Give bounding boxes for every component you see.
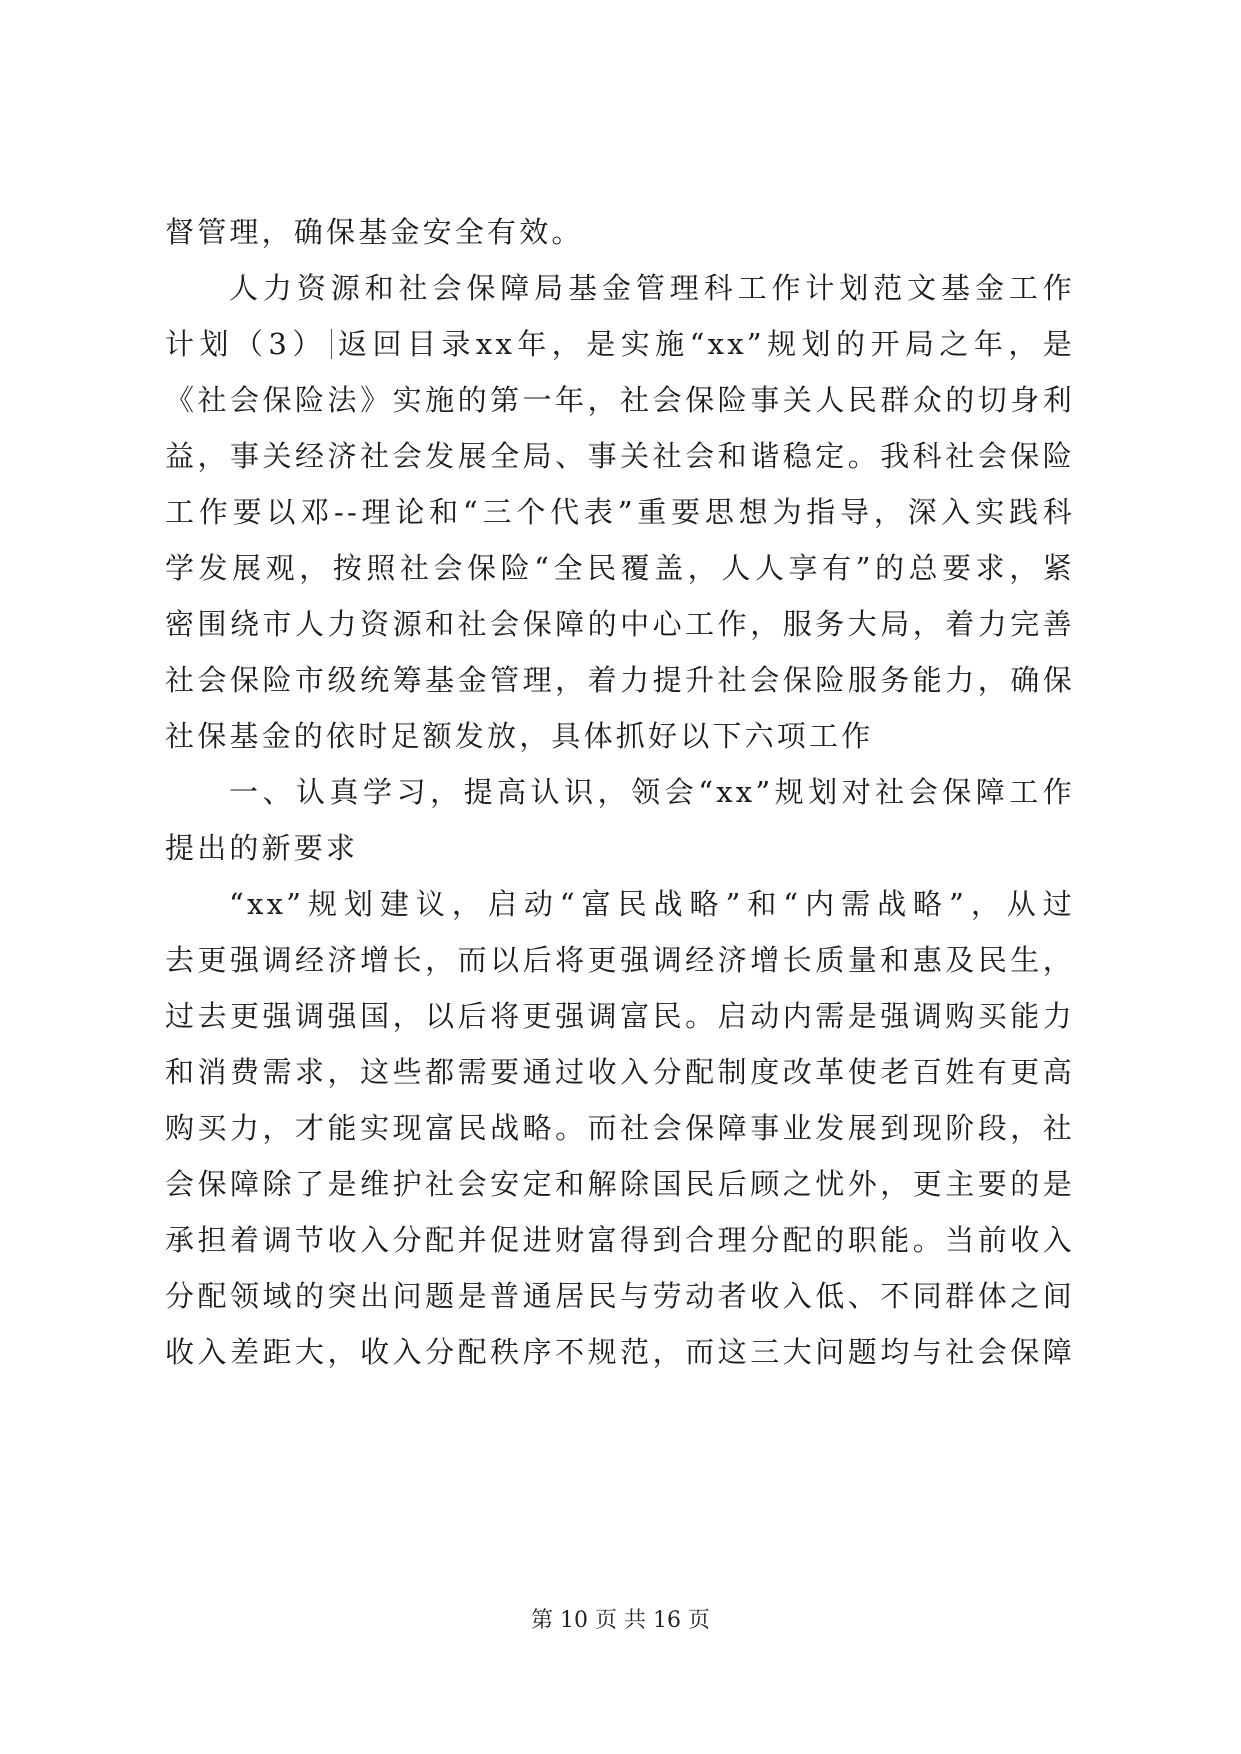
text-line-10: 社保基金的依时足额发放，具体抓好以下六项工作 [165, 719, 874, 753]
text-line-8: 密围绕市人力资源和社会保障的中心工作，服务大局，着力完善 [165, 607, 1075, 641]
text-line-17: 承担着调节收入分配并促进财富得到合理分配的职能。当前收入 [165, 1223, 1075, 1257]
page-number-footer: 第 10 页 共 16 页 [531, 1608, 710, 1633]
text-line-7: 学发展观，按照社会保险“全民覆盖，人人享有”的总要求，紧 [165, 551, 1075, 585]
return-toc-link[interactable]: 返回目录xx年，是实施“xx”规划的开局之年，是 [335, 327, 1076, 361]
text-line-16: 会保障除了是维护社会安定和解除国民后顾之忧外，更主要的是 [165, 1167, 1075, 1201]
text-line-13: 过去更强调强国，以后将更强调富民。启动内需是强调购买能力 [165, 999, 1075, 1033]
text-line-9: 社会保险市级统筹基金管理，着力提升社会保险服务能力，确保 [165, 663, 1075, 697]
text-line-4: 《社会保险法》实施的第一年，社会保险事关人民群众的切身利 [165, 383, 1075, 417]
text-line-5: 益，事关经济社会发展全局、事关社会和谐稳定。我科社会保险 [165, 439, 1075, 473]
text-line-11: “xx”规划建议，启动“富民战略”和“内需战略”，从过 [229, 887, 1075, 921]
section-number: 计划（3） [165, 327, 327, 361]
text-line-1: 督管理，确保基金安全有效。 [165, 215, 584, 249]
section-heading-line-1: 一、认真学习，提高认识，领会“xx”规划对社会保障工作 [229, 775, 1075, 809]
text-line-14: 和消费需求，这些都需要通过收入分配制度改革使老百姓有更高 [165, 1055, 1075, 1089]
text-line-19: 收入差距大，收入分配秩序不规范，而这三大问题均与社会保障 [165, 1335, 1075, 1369]
text-line-6: 工作要以邓--理论和“三个代表”重要思想为指导，深入实践科 [165, 495, 1075, 529]
text-line-3 [165, 324, 1075, 364]
section-heading-line-2: 提出的新要求 [165, 831, 359, 865]
text-line-18: 分配领域的突出问题是普通居民与劳动者收入低、不同群体之间 [165, 1279, 1075, 1313]
text-line-12: 去更强调经济增长，而以后将更强调经济增长质量和惠及民生， [165, 943, 1075, 977]
text-line-2: 人力资源和社会保障局基金管理科工作计划范文基金工作 [229, 271, 1075, 305]
text-line-15: 购买力，才能实现富民战略。而社会保障事业发展到现阶段，社 [165, 1111, 1075, 1145]
text-cursor [331, 329, 332, 359]
